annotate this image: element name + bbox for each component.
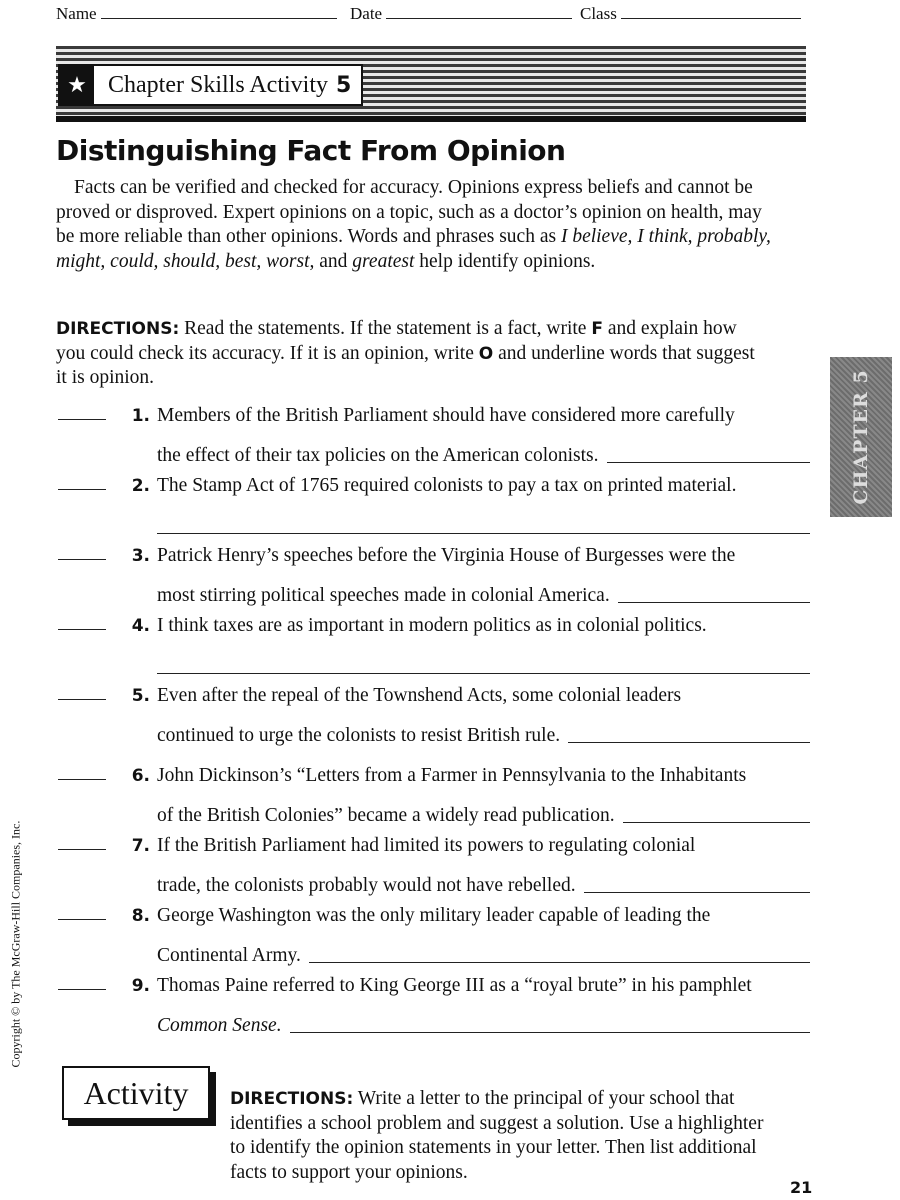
page-number: 21 [790,1178,813,1197]
chapter-tab-label: CHAPTER 5 [850,369,872,505]
activity-directions: DIRECTIONS: Write a letter to the principal of your school that identifies a school problem and suggest a solution. Use a highlighter to identify the opinion statements in your letter. Then list additional facts to support your opinions. [230,1088,764,1183]
explanation-blank[interactable] [584,892,810,893]
class-label: Class [580,4,617,23]
star-icon: ★ [60,66,94,104]
question-6: 6. John Dickinson’s “Letters from a Farmer in Pennsylvania to the Inhabitants of the British Colonies” became a widely read publication. [58,764,810,834]
question-4: 4. I think taxes are as important in modern politics as in colonial politics. [58,614,810,684]
explanation-blank[interactable] [618,602,810,603]
date-label: Date [350,4,383,23]
banner-number: 5 [336,72,352,98]
class-blank[interactable] [621,4,801,19]
chapter-banner [58,64,363,106]
question-5: 5. Even after the repeal of the Townshend Acts, some colonial leaders continued to urge the colonists to resist British rule. [58,684,810,754]
name-blank[interactable] [101,4,337,19]
question-1: 1. Members of the British Parliament should have considered more carefully the effect of their tax policies on the American colonists. [58,404,810,474]
directions: DIRECTIONS: Read the statements. If the statement is a fact, write F and explain how you could check its accuracy. If it is an opinion, write O and underline words that suggest it is opinion. [56,318,755,388]
chapter-side-tab [830,357,892,517]
date-field[interactable] [350,4,572,24]
question-8: 8. George Washington was the only military leader capable of leading the Continental Army. [58,904,810,974]
answer-blank[interactable] [58,779,106,780]
question-7: 7. If the British Parliament had limited its powers to regulating colonial trade, the colonists probably would not have rebelled. [58,834,810,904]
explanation-blank[interactable] [290,1032,810,1033]
activity-box: Activity [62,1066,210,1120]
answer-blank[interactable] [58,559,106,560]
answer-blank[interactable] [58,419,106,420]
date-blank[interactable] [386,4,572,19]
activity-directions-label: DIRECTIONS: [230,1089,354,1109]
name-field[interactable] [56,4,337,24]
answer-blank[interactable] [58,989,106,990]
explanation-blank[interactable] [623,822,810,823]
answer-blank[interactable] [58,629,106,630]
page-title: Distinguishing Fact From Opinion [56,134,566,167]
explanation-blank[interactable] [157,673,810,674]
name-label: Name [56,4,97,23]
explanation-blank[interactable] [607,462,810,463]
answer-blank[interactable] [58,489,106,490]
intro-paragraph: Facts can be verified and checked for accuracy. Opinions express beliefs and cannot be proved or disproved. Expert opinions on a topic, such as a doctor’s opinion on health, may be more reliable than other opinions. Words and phrases such as I believe, I think, probably, might, could, should, best, worst, and greatest help identify opinions. [56,177,771,272]
answer-blank[interactable] [58,849,106,850]
question-2: 2. The Stamp Act of 1765 required colonists to pay a tax on printed material. [58,474,810,544]
banner-title: Chapter Skills Activity [108,71,328,98]
question-9: 9. Thomas Paine referred to King George III as a “royal brute” in his pamphlet Common Sense. [58,974,810,1044]
question-3: 3. Patrick Henry’s speeches before the Virginia House of Burgesses were the most stirring political speeches made in colonial America. [58,544,810,614]
answer-blank[interactable] [58,699,106,700]
answer-blank[interactable] [58,919,106,920]
class-field[interactable] [580,4,801,24]
directions-label: DIRECTIONS: [56,319,180,339]
explanation-blank[interactable] [568,742,810,743]
explanation-blank[interactable] [309,962,810,963]
copyright-notice: Copyright © by The McGraw-Hill Companies, Inc. [8,820,23,1068]
explanation-blank[interactable] [157,533,810,534]
